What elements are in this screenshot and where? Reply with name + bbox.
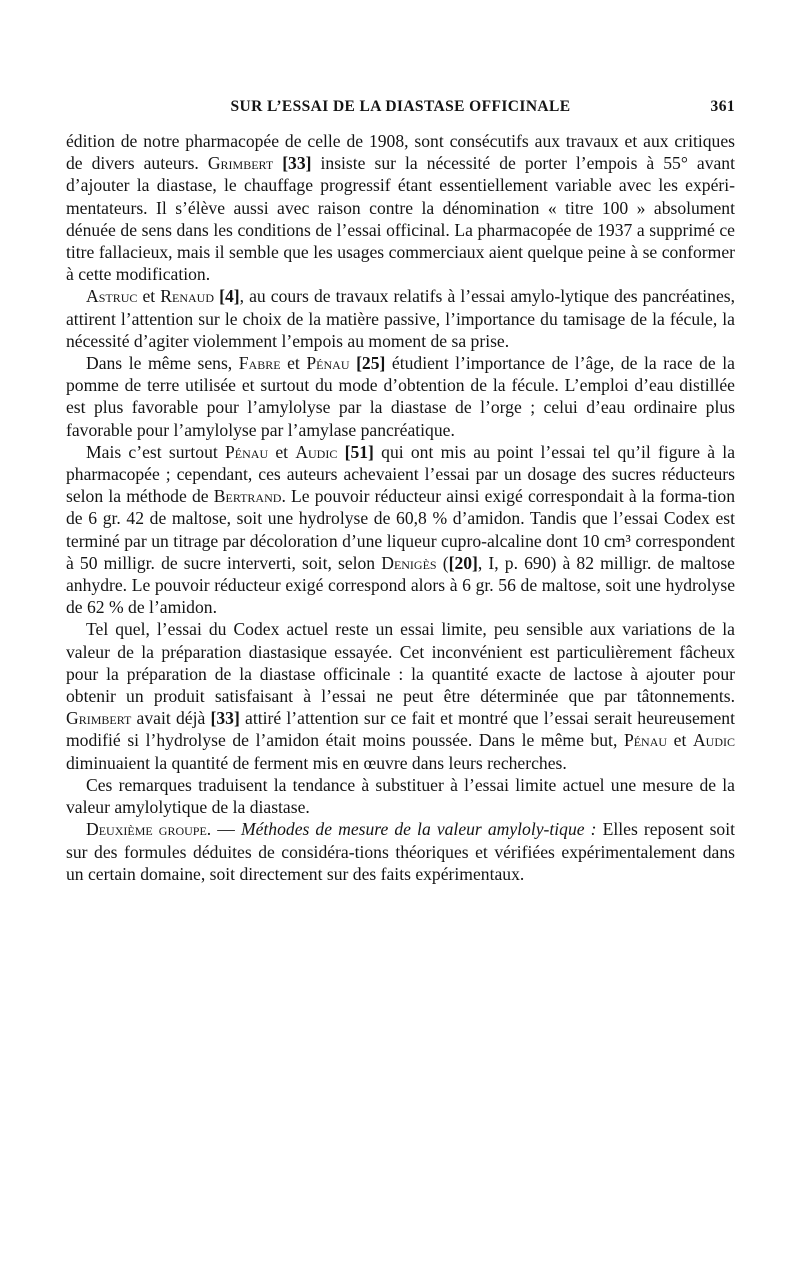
author-name: Denigès bbox=[381, 552, 437, 573]
author-name: Pénau bbox=[225, 441, 269, 462]
text-run: Elles reposent soit sur des formules déduites de considéra-tions théoriques et vérifiées expérimentalement dans un certain domaine, soit directement sur des faits expérimentaux. bbox=[66, 819, 735, 884]
paragraph bbox=[66, 774, 735, 818]
text-run: . Le pouvoir réducteur ainsi exigé correspondait à la forma-tion de 6 gr. 42 de maltose, soit une hydrolyse de 60,8 % d’amidon. Tandis que l’essai Codex est terminé par un titrage par décoloration d’une liqueur cupro-alcaline dont 10 cm³ correspondent à 50 milligr. de sucre interverti, soit, selon bbox=[66, 486, 735, 573]
running-title: SUR L’ESSAI DE LA DIASTASE OFFICINALE bbox=[230, 98, 571, 115]
reference-citation: [20] bbox=[448, 552, 478, 573]
text-run: et bbox=[667, 730, 693, 751]
section-title: Méthodes de mesure de la valeur amyloly-tique : bbox=[240, 819, 597, 840]
text-run: attiré l’attention sur ce fait et montré que l’essai serait heureusement modifié si l’hydrolyse de l’amidon était moins poussée. Dans le même but, bbox=[66, 708, 735, 751]
text-run bbox=[273, 153, 282, 173]
text-run: qui ont mis au point l’essai tel qu’il figure à la pharmacopée ; cependant, ces auteurs achevaient l’essai par un dosage des sucres réducteurs selon la méthode de bbox=[66, 441, 735, 507]
reference-citation: [51] bbox=[344, 441, 374, 462]
running-head bbox=[66, 98, 735, 124]
author-name: Renaud bbox=[160, 286, 214, 307]
page-number: 361 bbox=[710, 98, 735, 115]
text-run: et bbox=[268, 441, 296, 462]
text-run: Mais c’est surtout bbox=[86, 441, 225, 462]
paragraph bbox=[66, 441, 735, 619]
paragraph bbox=[66, 285, 735, 352]
text-run: diminuaient la quantité de ferment mis en œuvre dans leurs recherches. bbox=[66, 752, 567, 773]
author-name: Grimbert bbox=[66, 708, 132, 729]
author-name: Astruc bbox=[86, 286, 138, 307]
text-run: étudient l’importance de l’âge, de la race de la pomme de terre utilisée et surtout du mode d’obtention de la fécule. L’emploi d’eau distillée est plus favorable pour l’amylolyse par la diastase de l’orge ; celui d’eau ordinaire plus favorable pour l’amylolyse par l’amylase pancréatique. bbox=[66, 353, 735, 440]
author-name: Pénau bbox=[306, 353, 350, 374]
paragraph-continuation bbox=[66, 130, 735, 285]
text-run: et bbox=[137, 286, 161, 307]
reference-citation: [4] bbox=[219, 286, 240, 307]
text-run: ( bbox=[436, 552, 449, 573]
author-name: Bertrand bbox=[213, 486, 282, 507]
text-run: — bbox=[211, 819, 241, 840]
body-text bbox=[66, 130, 735, 885]
text-run: avait déjà bbox=[131, 708, 211, 729]
book-page bbox=[66, 98, 735, 885]
paragraph-section-heading bbox=[66, 818, 735, 885]
text-run bbox=[337, 442, 344, 462]
text-run: insiste sur la nécessité de porter l’empois à 55° avant d’ajouter la diastase, le chauffage progressif étant essentiellement variable avec les expéri-mentateurs. Il s’élève aussi avec raison contre la dénomination « titre 100 » absolument dénuée de sens dans les conditions de l’essai officinal. La pharmacopée de 1937 a supprimé ce titre fallacieux, mais il semble que les usages commerciaux aient quelque peine à se conformer à cette modification. bbox=[66, 153, 735, 285]
section-label: Deuxième groupe. bbox=[86, 819, 212, 840]
author-name: Audic bbox=[295, 441, 338, 462]
reference-citation: [33] bbox=[210, 708, 240, 729]
author-name: Grimbert bbox=[207, 153, 274, 174]
text-run: édition de notre pharmacopée de celle de 1908, sont consécutifs aux travaux et aux critiques de divers auteurs. bbox=[66, 131, 735, 174]
author-name: Fabre bbox=[238, 353, 281, 374]
text-run: , au cours de travaux relatifs à l’essai amylo-lytique des pancréatines, attirent l’attention sur le choix de la matière passive, l’importance du tamisage de la fécule, la nécessité d’agiter violemment l’empois au moment de sa prise. bbox=[66, 286, 735, 351]
text-run: , I, p. 690) à 82 milligr. de maltose anhydre. Le pouvoir réducteur exigé correspond alors à 6 gr. 56 de maltose, soit une hydrolyse de 62 % de l’amidon. bbox=[66, 552, 735, 618]
text-run: et bbox=[280, 353, 307, 374]
author-name: Pénau bbox=[623, 730, 668, 751]
author-name: Audic bbox=[692, 730, 735, 751]
paragraph bbox=[66, 618, 735, 773]
reference-citation: [25] bbox=[356, 353, 386, 374]
paragraph bbox=[66, 352, 735, 441]
text-run: Tel quel, l’essai du Codex actuel reste un essai limite, peu sensible aux variations de la valeur de la préparation diastasique essayée. Cet inconvénient est particulièrement fâcheux pour la préparation de la diastase officinale : la quantité exacte de lactose à ajouter pour obtenir un produit satisfaisant à l’essai ne peut être déterminée que par tâtonnements. bbox=[66, 619, 735, 707]
text-run: Ces remarques traduisent la tendance à substituer à l’essai limite actuel une mesure de la valeur amylolytique de la diastase. bbox=[66, 774, 735, 818]
text-run: Dans le même sens, bbox=[86, 353, 239, 374]
reference-citation: [33] bbox=[282, 153, 312, 174]
